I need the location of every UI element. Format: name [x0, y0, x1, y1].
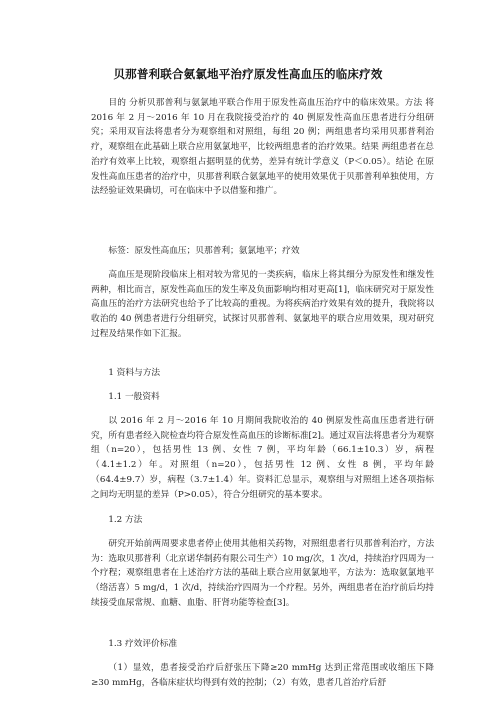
section-heading-1-2: 1.2 方法: [108, 515, 143, 525]
section-heading-1: 1 资料与方法: [108, 368, 161, 378]
section-heading-1-1: 1.1 一般资料: [108, 392, 160, 402]
section-heading-1-3: 1.3 疗效评价标准: [108, 639, 178, 649]
paper-title: 贝那普利联合氨氯地平治疗原发性高血压的临床疗效: [113, 67, 383, 81]
method-paragraph: 研究开始前两周要求患者停止使用其他相关药物，对照组患者行贝那普利治疗，方法为：选取贝那普利（北京诺华制药有限公司生产）10 mg/次，1 次/d，持续治疗四周为一个疗程；观察组患者在上述治疗方法的基础上联合应用氨氯地平，方法为：选取氨氯地平（络活喜）5 mg/d，1 次/d，持续治疗四周为一个疗程。另外，两组患者在治疗前后均持续接受血尿常规、血糖、血脂、肝肾功能等检查[3]。: [91, 539, 434, 608]
abstract-paragraph: 目的 分析贝那普利与氨氯地平联合作用于原发性高血压治疗中的临床效果。方法 将 2016 年 2 月～2016 年 10 月在我院接受治疗的 40 例原发性高血压患者进行分组研究；采用双盲法将患者分为观察组和对照组，每组 20 例；两组患者均采用贝那普利治疗，观察组在此基础上联合应用氨氯地平，比较两组患者的治疗效果。结果 两组患者在总治疗有效率上比较，观察组占据明显的优势，差异有统计学意义（P＜0.05）。结论 在原发性高血压患者的治疗中，贝那普利联合氨氯地平的使用效果优于贝那普利单独使用，方法经验证效果确切，可在临床中予以借鉴和推广。: [91, 98, 434, 197]
general-info-paragraph: 以 2016 年 2 月～2016 年 10 月期间我院收治的 40 例原发性高血压患者进行研究，所有患者经入院检查均符合原发性高血压的诊断标准[2]。通过双盲法将患者分为观察组（n=20），包括男性 13 例、女性 7 例，平均年龄（66.1±10.3）岁，病程（4.1±1.2）年。对照组（n=20），包括男性 12 例、女性 8 例，平均年龄（64.4±9.7）岁，病程（3.7±1.4）年。资料汇总显示，观察组与对照组上述各项指标之间均无明显的差异（P>0.05），符合分组研究的基本要求。: [91, 416, 434, 500]
intro-paragraph: 高血压是现阶段临床上相对较为常见的一类疾病，临床上将其细分为原发性和继发性两种，相比而言，原发性高血压的发生率及负面影响均相对更高[1]，临床研究对于原发性高血压的治疗方法研究也给予了比较高的重视。为将疾病治疗效果有效的提升，我院将以收治的 40 例患者进行分组研究，试探讨贝那普利、氨氯地平的联合应用效果，现对研究过程及结果作如下汇报。: [91, 270, 434, 339]
criteria-paragraph: （1）显效，患者接受治疗后舒张压下降≥20 mmHg 达到正常范围或收缩压下降≥30 mmHg，各临床症状均得到有效的控制；（2）有效，患者几首治疗后舒: [91, 663, 434, 688]
keywords-line: 标签：原发性高血压；贝那普利；氨氯地平；疗效: [108, 246, 300, 256]
